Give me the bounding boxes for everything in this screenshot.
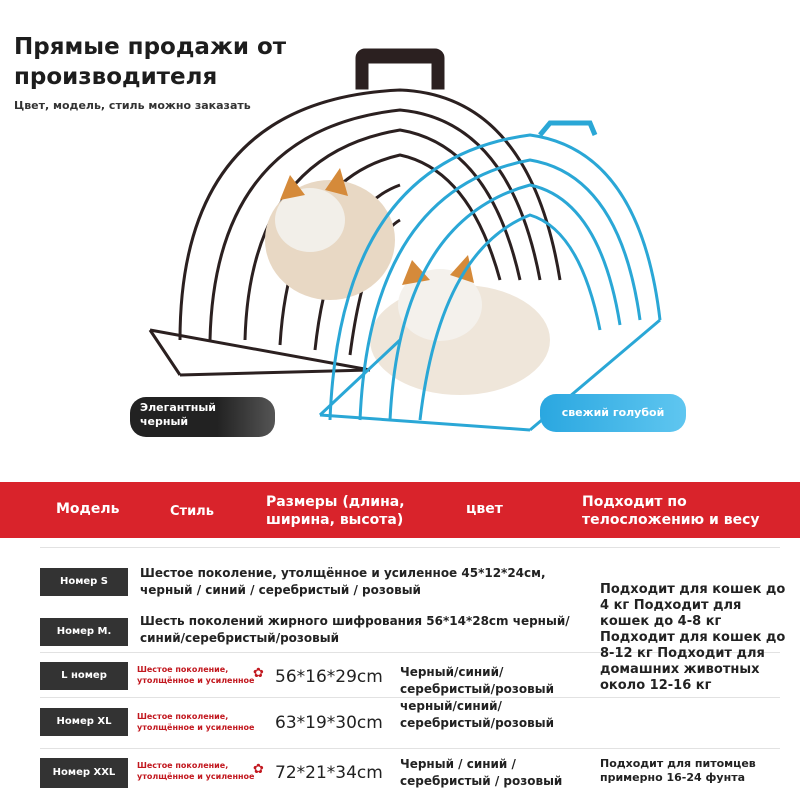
row-dims-xl: 63*19*30cm bbox=[275, 713, 383, 733]
badge-icon: ✿ bbox=[253, 762, 264, 777]
model-tag-s: Номер S bbox=[40, 568, 128, 596]
column-header-style: Стиль bbox=[170, 504, 214, 519]
model-tag-m: Номер M. bbox=[40, 618, 128, 646]
divider bbox=[40, 748, 780, 749]
row-color-l: Черный/синий/ серебристый/розовый bbox=[400, 665, 554, 696]
fit-weight-column: Подходит для кошек до 4 кг Подходит для кошек до 4-8 кг Подходит для кошек до 8-12 кг Подходит для домашних животных около 12-16 кг bbox=[600, 582, 786, 693]
row-dims-xxl: 72*21*34cm bbox=[275, 763, 383, 783]
page-subtitle: Цвет, модель, стиль можно заказать bbox=[14, 99, 251, 112]
page-title: Прямые продажи от производителя bbox=[14, 34, 287, 90]
row-fit-xxl: Подходит для питомцев примерно 16-24 фунта bbox=[600, 757, 756, 784]
column-header-model: Модель bbox=[56, 501, 120, 517]
blue-color-label: свежий голубой bbox=[540, 394, 686, 432]
column-header-dimensions: Размеры (длина, ширина, высота) bbox=[266, 494, 405, 528]
black-color-label: Элегантный черный bbox=[130, 397, 275, 437]
badge-icon: ✿ bbox=[253, 666, 264, 681]
model-tag-xxl: Номер XXL bbox=[40, 758, 128, 788]
row-style-xxl: Шестое поколение, утолщённое и усиленное bbox=[137, 761, 255, 781]
model-tag-l: L номер bbox=[40, 662, 128, 690]
row-style-xl: Шестое поколение, утолщённое и усиленное bbox=[137, 712, 255, 732]
row-spec-s: Шестое поколение, утолщённое и усиленное 45*12*24см, черный / синий / серебристый / розовый bbox=[140, 566, 546, 597]
table-header bbox=[0, 482, 800, 538]
row-style-l: Шестое поколение, утолщённое и усиленное bbox=[137, 665, 255, 685]
column-header-fit: Подходит по телосложению и весу bbox=[582, 494, 760, 528]
column-header-color: цвет bbox=[466, 501, 503, 517]
row-color-xl: черный/синий/ серебристый/розовый bbox=[400, 699, 554, 730]
row-spec-m: Шесть поколений жирного шифрования 56*14*28cm черный/синий/серебристый/розовый bbox=[140, 614, 570, 645]
model-tag-xl: Номер XL bbox=[40, 708, 128, 736]
row-color-xxl: Черный / синий / серебристый / розовый bbox=[400, 757, 563, 788]
divider bbox=[40, 547, 780, 548]
row-dims-l: 56*16*29cm bbox=[275, 667, 383, 687]
